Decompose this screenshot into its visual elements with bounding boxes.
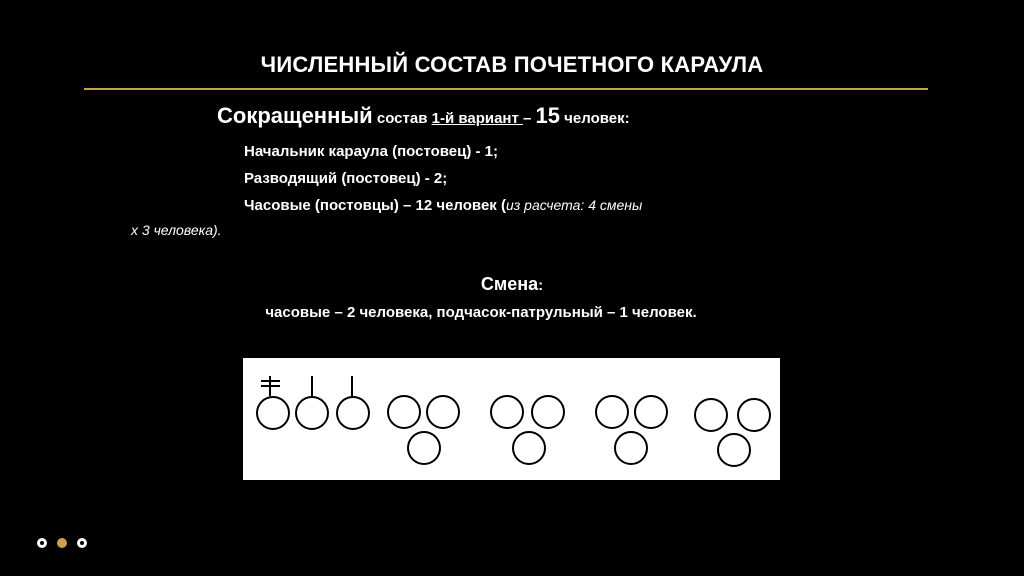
list-item: [244, 170, 447, 187]
person-circle: [615, 432, 647, 464]
shift-heading-text: Смена: [480, 274, 539, 294]
guard-formation-diagram: [243, 358, 780, 480]
list-item-continuation: х 3 человека).: [131, 222, 222, 238]
person-circle: [257, 397, 289, 429]
person-circle: [491, 396, 523, 428]
list-item-text: Разводящий (постовец) - 2;: [244, 170, 448, 187]
person-circle: [635, 396, 667, 428]
person-circle: [427, 396, 459, 428]
subheading-word2: состав: [372, 110, 432, 127]
subheading-count: 15: [535, 103, 561, 128]
person-circle: [718, 434, 750, 466]
person-circle: [388, 396, 420, 428]
nav-dot-active[interactable]: [57, 538, 67, 548]
shift-heading: [0, 274, 1024, 295]
slide-nav-dots: [37, 538, 87, 548]
person-circle: [408, 432, 440, 464]
person-circle: [738, 399, 770, 431]
list-item-italic: из расчета: 4 смены: [505, 197, 643, 213]
subheading-word1: Сокращенный: [217, 103, 373, 128]
shift-heading-colon: :: [538, 277, 544, 294]
formation-svg: [243, 358, 780, 480]
person-circle: [296, 397, 328, 429]
list-item-text: Часовые (постовцы) – 12 человек (: [244, 197, 506, 214]
list-item: [244, 197, 642, 214]
list-item-text: Начальник караула (постовец) - 1;: [244, 143, 499, 160]
subheading-dash: –: [523, 110, 536, 127]
slide-title: ЧИСЛЕННЫЙ СОСТАВ ПОЧЕТНОГО КАРАУЛА: [260, 52, 764, 77]
nav-dot[interactable]: [37, 538, 47, 548]
person-circle: [695, 399, 727, 431]
shift-text: часовые – 2 человека, подчасок-патрульный – 1 человек.: [265, 304, 697, 321]
list-item: [244, 143, 498, 160]
subheading: [217, 103, 630, 129]
person-circle: [513, 432, 545, 464]
subheading-tail: человек:: [560, 110, 630, 127]
person-circle: [337, 397, 369, 429]
nav-dot[interactable]: [77, 538, 87, 548]
person-circle: [596, 396, 628, 428]
title-divider: [84, 88, 928, 90]
person-circle: [532, 396, 564, 428]
subheading-variant: 1-й вариант: [431, 110, 524, 127]
